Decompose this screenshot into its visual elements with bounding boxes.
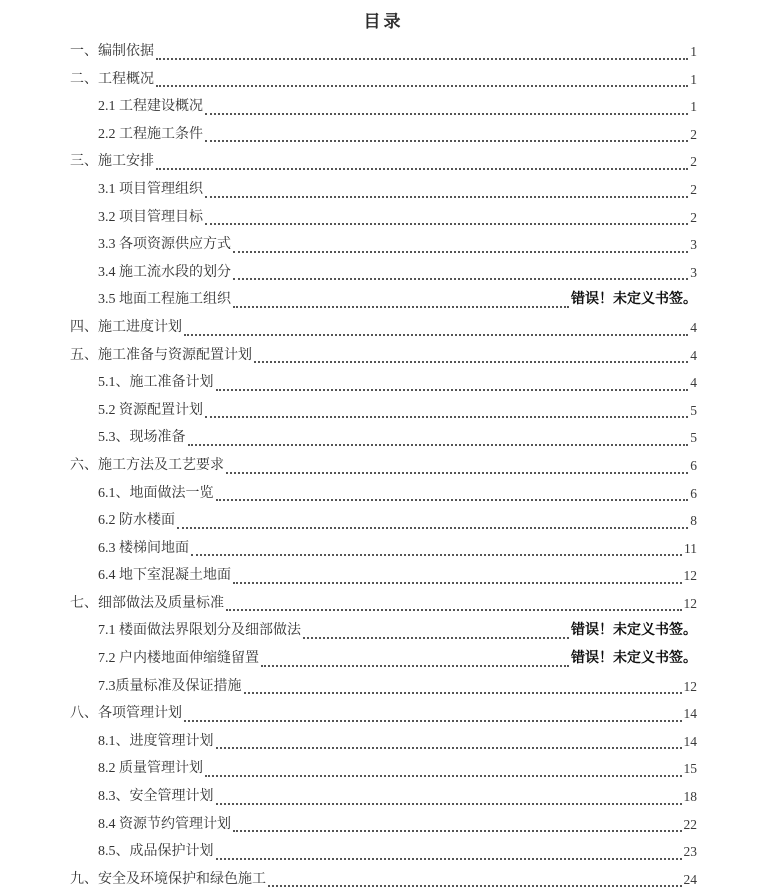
dotted-leader bbox=[216, 803, 682, 805]
toc-entry-label: 一、编制依据 bbox=[70, 44, 154, 59]
toc-entry-label: 5.1、施工准备计划 bbox=[98, 375, 214, 391]
toc-entry-page: 3 bbox=[690, 237, 697, 253]
toc-entry-label: 8.3、安全管理计划 bbox=[98, 789, 214, 805]
toc-entry[interactable] bbox=[70, 148, 697, 176]
dotted-leader bbox=[261, 665, 569, 667]
dotted-leader bbox=[233, 582, 682, 584]
toc-entry-page: 2 bbox=[690, 154, 697, 170]
toc-entry[interactable] bbox=[70, 866, 697, 894]
toc-entry-label: 七、细部做法及质量标准 bbox=[70, 595, 224, 611]
dotted-leader bbox=[268, 885, 682, 887]
toc-entry[interactable] bbox=[70, 728, 697, 756]
dotted-leader bbox=[244, 692, 682, 694]
toc-entry-label: 8.5、成品保护计划 bbox=[98, 844, 214, 860]
dotted-leader bbox=[216, 389, 689, 391]
toc-entry-label: 四、施工进度计划 bbox=[70, 319, 182, 335]
dotted-leader bbox=[226, 472, 688, 474]
toc-entry-page: 5 bbox=[690, 430, 697, 446]
dotted-leader bbox=[233, 830, 682, 832]
toc-entry[interactable] bbox=[70, 424, 697, 452]
dotted-leader bbox=[216, 858, 682, 860]
toc-entry-label: 6.2 防水楼面 bbox=[98, 513, 175, 529]
toc-entry[interactable] bbox=[70, 783, 697, 811]
dotted-leader bbox=[233, 278, 688, 280]
toc-entry-label: 3.3 各项资源供应方式 bbox=[98, 237, 231, 253]
toc-entry-page: 1 bbox=[690, 71, 697, 87]
toc-entry-page: 2 bbox=[690, 126, 697, 142]
dotted-leader bbox=[216, 747, 682, 749]
toc-entry-label: 2.1 工程建设概况 bbox=[98, 99, 203, 115]
toc-entry-page: 4 bbox=[690, 319, 697, 335]
toc-entry-page: 3 bbox=[690, 264, 697, 280]
dotted-leader bbox=[205, 775, 682, 777]
dotted-leader bbox=[226, 609, 682, 611]
toc-entry[interactable] bbox=[70, 121, 697, 149]
toc-entry-page: 1 bbox=[690, 99, 697, 115]
toc-entry-page: 错误！未定义书签。 bbox=[571, 292, 697, 308]
toc-entry[interactable] bbox=[70, 314, 697, 342]
toc-entry-page: 4 bbox=[690, 375, 697, 391]
toc-entry[interactable] bbox=[70, 838, 697, 866]
dotted-leader bbox=[205, 223, 688, 225]
toc-entry-label: 3.4 施工流水段的划分 bbox=[98, 264, 231, 280]
toc-entry-label: 3.1 项目管理组织 bbox=[98, 181, 203, 197]
toc-entry[interactable] bbox=[70, 93, 697, 121]
toc-entry-page: 6 bbox=[690, 485, 697, 501]
dotted-leader bbox=[156, 85, 688, 87]
dotted-leader bbox=[205, 196, 688, 198]
toc-entry-label: 7.3质量标准及保证措施 bbox=[98, 678, 242, 694]
toc-entry-label: 3.5 地面工程施工组织 bbox=[98, 292, 231, 308]
toc-entry[interactable] bbox=[70, 673, 697, 701]
toc-entry-page: 12 bbox=[683, 678, 697, 694]
toc-entry[interactable] bbox=[70, 176, 697, 204]
dotted-leader bbox=[156, 168, 688, 170]
toc-entry-label: 7.2 户内楼地面伸缩缝留置 bbox=[98, 651, 259, 667]
toc-entry-page: 12 bbox=[683, 595, 697, 611]
toc-entry-page: 8 bbox=[690, 513, 697, 529]
toc-entry[interactable] bbox=[70, 66, 697, 94]
toc-entry-label: 九、安全及环境保护和绿色施工 bbox=[70, 871, 266, 887]
toc-entry-label: 3.2 项目管理目标 bbox=[98, 209, 203, 225]
toc-entry-page: 22 bbox=[683, 816, 697, 832]
toc-entry-label: 五、施工准备与资源配置计划 bbox=[70, 347, 252, 363]
toc-entry-label: 8.4 资源节约管理计划 bbox=[98, 816, 231, 832]
toc-entry-label: 八、各项管理计划 bbox=[70, 706, 182, 722]
toc-entry-label: 三、施工安排 bbox=[70, 154, 154, 170]
dotted-leader bbox=[184, 720, 682, 722]
toc-entry[interactable] bbox=[70, 342, 697, 370]
toc-entry-page: 15 bbox=[683, 761, 697, 777]
toc-entry[interactable] bbox=[70, 700, 697, 728]
toc-entry-label: 7.1 楼面做法界限划分及细部做法 bbox=[98, 623, 301, 639]
toc-entry[interactable] bbox=[70, 811, 697, 839]
dotted-leader bbox=[184, 334, 688, 336]
toc-entry-label: 6.4 地下室混凝土地面 bbox=[98, 568, 231, 584]
toc-entry-page: 错误！未定义书签。 bbox=[571, 623, 697, 639]
toc-entry-label: 8.1、进度管理计划 bbox=[98, 733, 214, 749]
toc-entry-label: 5.3、现场准备 bbox=[98, 430, 186, 446]
dotted-leader bbox=[191, 554, 682, 556]
toc-entry[interactable] bbox=[70, 231, 697, 259]
toc-entry[interactable] bbox=[70, 590, 697, 618]
toc-entry-label: 6.1、地面做法一览 bbox=[98, 485, 214, 501]
toc-entry-page: 2 bbox=[690, 209, 697, 225]
toc-entry[interactable] bbox=[70, 452, 697, 480]
dotted-leader bbox=[303, 637, 569, 639]
toc-entry-label: 6.3 楼梯间地面 bbox=[98, 540, 189, 556]
toc-entry[interactable] bbox=[70, 480, 697, 508]
dotted-leader bbox=[216, 499, 689, 501]
toc-entry-label: 8.2 质量管理计划 bbox=[98, 761, 203, 777]
toc-entry-page: 14 bbox=[683, 706, 697, 722]
toc-entry-page: 4 bbox=[690, 347, 697, 363]
toc-entry[interactable] bbox=[70, 369, 697, 397]
dotted-leader bbox=[205, 416, 688, 418]
toc-entry[interactable] bbox=[70, 755, 697, 783]
toc-entry-page: 1 bbox=[690, 44, 697, 59]
dotted-leader bbox=[205, 140, 688, 142]
toc-entry-page: 5 bbox=[690, 402, 697, 418]
dotted-leader bbox=[205, 113, 688, 115]
dotted-leader bbox=[188, 444, 689, 446]
dotted-leader bbox=[156, 58, 688, 60]
page-title: 目录 bbox=[363, 12, 404, 31]
toc-entry-label: 六、施工方法及工艺要求 bbox=[70, 457, 224, 473]
toc-entry[interactable] bbox=[70, 286, 697, 314]
toc-entry-page: 23 bbox=[683, 844, 697, 860]
toc-entry[interactable] bbox=[70, 397, 697, 425]
toc-entry[interactable] bbox=[70, 617, 697, 645]
dotted-leader bbox=[233, 251, 688, 253]
toc-entry-page: 12 bbox=[683, 568, 697, 584]
toc-entry[interactable] bbox=[70, 259, 697, 287]
toc-entry[interactable] bbox=[70, 562, 697, 590]
toc-entry-label: 5.2 资源配置计划 bbox=[98, 402, 203, 418]
toc-entry-page: 2 bbox=[690, 181, 697, 197]
dotted-leader bbox=[233, 306, 569, 308]
dotted-leader bbox=[177, 527, 688, 529]
toc-entry[interactable] bbox=[70, 507, 697, 535]
toc-entry[interactable] bbox=[70, 535, 697, 563]
toc-entry-label: 2.2 工程施工条件 bbox=[98, 126, 203, 142]
toc-entry-page: 错误！未定义书签。 bbox=[571, 651, 697, 667]
toc-entry-page: 6 bbox=[690, 457, 697, 473]
toc-entry[interactable] bbox=[70, 38, 697, 66]
toc-entry-page: 14 bbox=[683, 733, 697, 749]
toc-entry-label: 二、工程概况 bbox=[70, 71, 154, 87]
toc-list bbox=[70, 38, 697, 893]
toc-entry-page: 18 bbox=[683, 789, 697, 805]
toc-entry[interactable] bbox=[70, 645, 697, 673]
toc-entry-page: 11 bbox=[684, 540, 697, 556]
dotted-leader bbox=[254, 361, 688, 363]
toc-entry[interactable] bbox=[70, 204, 697, 232]
toc-entry-page: 24 bbox=[683, 871, 697, 887]
